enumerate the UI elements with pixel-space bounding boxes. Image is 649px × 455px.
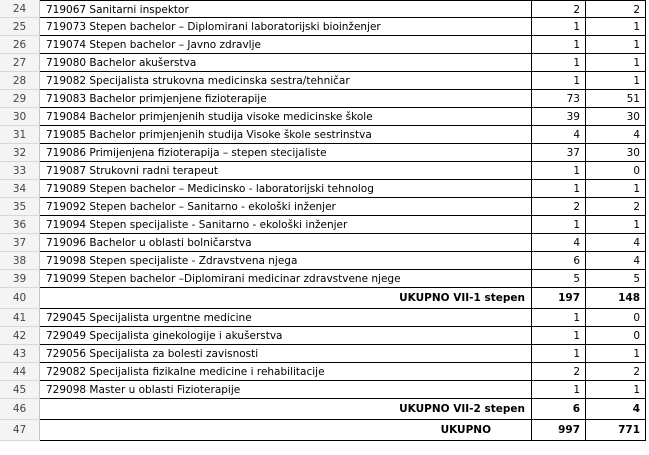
program-name-cell[interactable]: 719085 Bachelor primjenjenih studija Visoke škole sestrinstva	[40, 126, 532, 144]
program-name-cell[interactable]: 719084 Bachelor primjenjenih studija visoke medicinske škole	[40, 108, 532, 126]
value-cell-2[interactable]: 771	[586, 420, 646, 441]
total-label-cell[interactable]: UKUPNO VII-1 stepen	[40, 288, 532, 309]
table-row	[0, 144, 649, 162]
value-cell-2[interactable]: 4	[586, 252, 646, 270]
row-header[interactable]: 40	[0, 288, 40, 309]
row-header[interactable]: 39	[0, 270, 40, 288]
table-row	[0, 327, 649, 345]
table-row	[0, 345, 649, 363]
value-cell-1[interactable]: 6	[532, 252, 586, 270]
program-name-cell[interactable]: 719080 Bachelor akušerstva	[40, 54, 532, 72]
value-cell-2[interactable]: 4	[586, 234, 646, 252]
value-cell-2[interactable]: 1	[586, 54, 646, 72]
value-cell-2[interactable]: 1	[586, 180, 646, 198]
row-header[interactable]: 32	[0, 144, 40, 162]
value-cell-2[interactable]: 0	[586, 162, 646, 180]
table-row	[0, 18, 649, 36]
table-row	[0, 270, 649, 288]
program-name-cell[interactable]: 719083 Bachelor primjenjene fizioterapije	[40, 90, 532, 108]
row-header[interactable]: 28	[0, 72, 40, 90]
program-name-cell[interactable]: 719092 Stepen bachelor – Sanitarno - ekološki inženjer	[40, 198, 532, 216]
value-cell-2[interactable]: 51	[586, 90, 646, 108]
table-row	[0, 216, 649, 234]
row-header[interactable]: 24	[0, 0, 40, 18]
value-cell-2[interactable]: 2	[586, 198, 646, 216]
total-label-cell[interactable]: UKUPNO VII-2 stepen	[40, 399, 532, 420]
value-cell-1[interactable]: 2	[532, 363, 586, 381]
total-row	[0, 288, 649, 309]
value-cell-2[interactable]: 1	[586, 72, 646, 90]
value-cell-2[interactable]: 1	[586, 381, 646, 399]
program-name-cell[interactable]: 719086 Primijenjena fizioterapija – stepen stecijaliste	[40, 144, 532, 162]
value-cell-2[interactable]: 1	[586, 36, 646, 54]
value-cell-2[interactable]: 0	[586, 309, 646, 327]
value-cell-1[interactable]: 1	[532, 216, 586, 234]
row-header[interactable]: 27	[0, 54, 40, 72]
value-cell-2[interactable]: 5	[586, 270, 646, 288]
total-row	[0, 399, 649, 420]
row-header[interactable]: 29	[0, 90, 40, 108]
table-row	[0, 36, 649, 54]
row-header[interactable]: 45	[0, 381, 40, 399]
program-name-cell[interactable]: 729045 Specijalista urgentne medicine	[40, 309, 532, 327]
table-row	[0, 234, 649, 252]
program-name-cell[interactable]: 719089 Stepen bachelor – Medicinsko - laboratorijski tehnolog	[40, 180, 532, 198]
program-name-cell[interactable]: 719098 Stepen specijaliste - Zdravstvena njega	[40, 252, 532, 270]
value-cell-1[interactable]: 5	[532, 270, 586, 288]
value-cell-2[interactable]: 1	[586, 18, 646, 36]
row-header[interactable]: 38	[0, 252, 40, 270]
value-cell-2[interactable]: 2	[586, 0, 646, 18]
table-row	[0, 108, 649, 126]
row-header[interactable]: 26	[0, 36, 40, 54]
value-cell-1[interactable]: 4	[532, 234, 586, 252]
row-header[interactable]: 42	[0, 327, 40, 345]
table-row	[0, 0, 649, 18]
program-name-cell[interactable]: 729049 Specijalista ginekologije i akušerstva	[40, 327, 532, 345]
row-header[interactable]: 36	[0, 216, 40, 234]
value-cell-2[interactable]: 30	[586, 144, 646, 162]
program-name-cell[interactable]: 719094 Stepen specijaliste - Sanitarno - ekološki inženjer	[40, 216, 532, 234]
value-cell-1[interactable]: 197	[532, 288, 586, 309]
value-cell-2[interactable]: 1	[586, 216, 646, 234]
total-row	[0, 420, 649, 441]
program-name-cell[interactable]: 729056 Specijalista za bolesti zavisnosti	[40, 345, 532, 363]
value-cell-1[interactable]: 1	[532, 180, 586, 198]
value-cell-2[interactable]: 4	[586, 126, 646, 144]
row-header[interactable]: 47	[0, 420, 40, 441]
value-cell-1[interactable]: 1	[532, 36, 586, 54]
value-cell-1[interactable]: 1	[532, 72, 586, 90]
program-name-cell[interactable]: 719067 Sanitarni inspektor	[40, 0, 532, 18]
total-label-cell[interactable]: UKUPNO	[40, 420, 532, 441]
row-header[interactable]: 46	[0, 399, 40, 420]
row-header[interactable]: 35	[0, 198, 40, 216]
value-cell-1[interactable]: 997	[532, 420, 586, 441]
table-row	[0, 180, 649, 198]
value-cell-1[interactable]: 1	[532, 54, 586, 72]
value-cell-2[interactable]: 148	[586, 288, 646, 309]
value-cell-2[interactable]: 30	[586, 108, 646, 126]
row-header[interactable]: 25	[0, 18, 40, 36]
value-cell-2[interactable]: 1	[586, 345, 646, 363]
value-cell-1[interactable]: 4	[532, 126, 586, 144]
value-cell-1[interactable]: 2	[532, 198, 586, 216]
value-cell-1[interactable]: 1	[532, 309, 586, 327]
value-cell-1[interactable]: 6	[532, 399, 586, 420]
table-row	[0, 363, 649, 381]
value-cell-1[interactable]: 1	[532, 381, 586, 399]
value-cell-1[interactable]: 2	[532, 0, 586, 18]
value-cell-1[interactable]: 1	[532, 162, 586, 180]
program-name-cell[interactable]: 719074 Stepen bachelor – Javno zdravlje	[40, 36, 532, 54]
value-cell-1[interactable]: 39	[532, 108, 586, 126]
table-row	[0, 252, 649, 270]
program-name-cell[interactable]: 719073 Stepen bachelor – Diplomirani laboratorijski bioinženjer	[40, 18, 532, 36]
program-name-cell[interactable]: 719087 Strukovni radni terapeut	[40, 162, 532, 180]
program-name-cell[interactable]: 719082 Specijalista strukovna medicinska sestra/tehničar	[40, 72, 532, 90]
row-header[interactable]: 30	[0, 108, 40, 126]
table-row	[0, 198, 649, 216]
row-header[interactable]: 41	[0, 309, 40, 327]
value-cell-1[interactable]: 37	[532, 144, 586, 162]
row-header[interactable]: 44	[0, 363, 40, 381]
row-header[interactable]: 33	[0, 162, 40, 180]
table-row	[0, 90, 649, 108]
program-name-cell[interactable]: 719099 Stepen bachelor –Diplomirani medicinar zdravstvene njege	[40, 270, 532, 288]
value-cell-1[interactable]: 1	[532, 18, 586, 36]
value-cell-2[interactable]: 0	[586, 327, 646, 345]
row-header[interactable]: 31	[0, 126, 40, 144]
value-cell-1[interactable]: 1	[532, 345, 586, 363]
value-cell-2[interactable]: 2	[586, 363, 646, 381]
program-name-cell[interactable]: 729098 Master u oblasti Fizioterapije	[40, 381, 532, 399]
table-row	[0, 381, 649, 399]
row-header[interactable]: 37	[0, 234, 40, 252]
table-row	[0, 309, 649, 327]
row-header[interactable]: 43	[0, 345, 40, 363]
table-row	[0, 54, 649, 72]
program-name-cell[interactable]: 719096 Bachelor u oblasti bolničarstva	[40, 234, 532, 252]
value-cell-1[interactable]: 73	[532, 90, 586, 108]
value-cell-1[interactable]: 1	[532, 327, 586, 345]
row-header[interactable]: 34	[0, 180, 40, 198]
table-row	[0, 72, 649, 90]
value-cell-2[interactable]: 4	[586, 399, 646, 420]
table-row	[0, 162, 649, 180]
program-name-cell[interactable]: 729082 Specijalista fizikalne medicine i rehabilitacije	[40, 363, 532, 381]
table-row	[0, 126, 649, 144]
